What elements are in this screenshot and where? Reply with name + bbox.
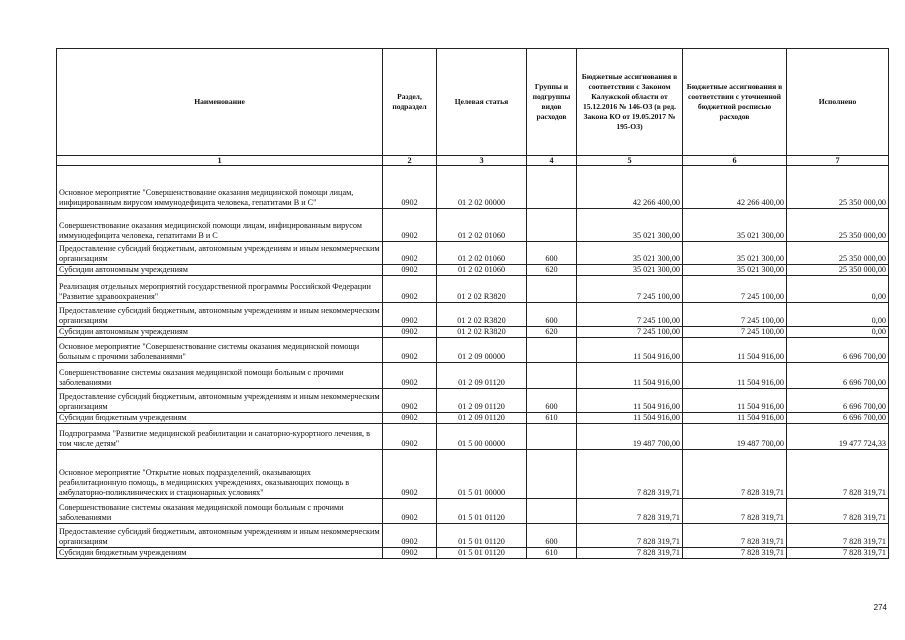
- row-revised-allocation: 35 021 300,00: [683, 209, 787, 242]
- row-executed: 6 696 700,00: [787, 389, 889, 413]
- row-executed: 7 828 319,71: [787, 548, 889, 559]
- row-executed: 25 350 000,00: [787, 209, 889, 242]
- header-executed: Исполнено: [787, 49, 889, 156]
- table-row: [57, 303, 889, 327]
- column-number: 3: [437, 156, 527, 166]
- row-target-article: 01 5 01 01120: [437, 524, 527, 548]
- header-target-article: Целевая статья: [437, 49, 527, 156]
- row-law-allocation: 11 504 916,00: [577, 338, 683, 363]
- row-executed: 0,00: [787, 327, 889, 338]
- column-number: 2: [383, 156, 437, 166]
- row-executed: 25 350 000,00: [787, 242, 889, 265]
- table-row: [57, 265, 889, 276]
- row-target-article: 01 2 09 01120: [437, 363, 527, 389]
- table-row: [57, 413, 889, 424]
- row-expense-group: 610: [527, 413, 577, 424]
- row-expense-group: 610: [527, 548, 577, 559]
- row-executed: 0,00: [787, 303, 889, 327]
- row-name: Предоставление субсидий бюджетным, автономным учреждениям и иным некоммерческим организациям: [57, 389, 383, 413]
- row-executed: 6 696 700,00: [787, 413, 889, 424]
- row-section: 0902: [383, 424, 437, 450]
- row-executed: 7 828 319,71: [787, 499, 889, 524]
- row-target-article: 01 5 01 01120: [437, 548, 527, 559]
- row-name: Основное мероприятие "Совершенствование оказания медицинской помощи лицам, инфицированным вирусом иммунодефицита человека, гепатитами В и С": [57, 166, 383, 209]
- row-section: 0902: [383, 413, 437, 424]
- row-target-article: 01 5 01 01120: [437, 499, 527, 524]
- table-row: [57, 389, 889, 413]
- row-target-article: 01 2 09 01120: [437, 389, 527, 413]
- row-revised-allocation: 11 504 916,00: [683, 413, 787, 424]
- row-revised-allocation: 35 021 300,00: [683, 265, 787, 276]
- row-revised-allocation: 7 245 100,00: [683, 276, 787, 303]
- table-row: [57, 548, 889, 559]
- row-executed: 0,00: [787, 276, 889, 303]
- header-section: Раздел, подраздел: [383, 49, 437, 156]
- table-row: [57, 424, 889, 450]
- row-target-article: 01 2 02 R3820: [437, 303, 527, 327]
- row-expense-group: 600: [527, 303, 577, 327]
- row-executed: 25 350 000,00: [787, 166, 889, 209]
- column-number: 4: [527, 156, 577, 166]
- row-name: Субсидии бюджетным учреждениям: [57, 548, 383, 559]
- row-revised-allocation: 7 828 319,71: [683, 450, 787, 499]
- row-law-allocation: 7 245 100,00: [577, 276, 683, 303]
- row-revised-allocation: 11 504 916,00: [683, 389, 787, 413]
- row-name: Совершенствование оказания медицинской помощи лицам, инфицированным вирусом иммунодефицита человека, гепатитами В и С: [57, 209, 383, 242]
- row-target-article: 01 5 01 00000: [437, 450, 527, 499]
- table-row: [57, 242, 889, 265]
- row-target-article: 01 2 09 00000: [437, 338, 527, 363]
- row-target-article: 01 2 02 01060: [437, 265, 527, 276]
- row-expense-group: [527, 363, 577, 389]
- page-number: 274: [873, 603, 887, 612]
- row-target-article: 01 2 09 01120: [437, 413, 527, 424]
- table-row: [57, 363, 889, 389]
- row-executed: 7 828 319,71: [787, 524, 889, 548]
- row-law-allocation: 42 266 400,00: [577, 166, 683, 209]
- row-law-allocation: 7 828 319,71: [577, 499, 683, 524]
- row-law-allocation: 7 828 319,71: [577, 548, 683, 559]
- row-law-allocation: 35 021 300,00: [577, 265, 683, 276]
- row-name: Основное мероприятие "Открытие новых подразделений, оказывающих реабилитационную помощь, в медицинских учреждениях, оказывающих помощь в амбулаторно-поликлинических и стационарных условиях": [57, 450, 383, 499]
- table-row: [57, 209, 889, 242]
- row-section: 0902: [383, 276, 437, 303]
- row-section: 0902: [383, 548, 437, 559]
- row-name: Предоставление субсидий бюджетным, автономным учреждениям и иным некоммерческим организациям: [57, 524, 383, 548]
- row-name: Предоставление субсидий бюджетным, автономным учреждениям и иным некоммерческим организациям: [57, 303, 383, 327]
- row-target-article: 01 2 02 01060: [437, 242, 527, 265]
- row-name: Совершенствование системы оказания медицинской помощи больным с прочими заболеваниями: [57, 499, 383, 524]
- row-section: 0902: [383, 338, 437, 363]
- column-number: 1: [57, 156, 383, 166]
- row-revised-allocation: 11 504 916,00: [683, 363, 787, 389]
- column-number: 7: [787, 156, 889, 166]
- row-section: 0902: [383, 242, 437, 265]
- row-law-allocation: 7 828 319,71: [577, 450, 683, 499]
- row-expense-group: 600: [527, 389, 577, 413]
- budget-table: [56, 48, 889, 559]
- row-target-article: 01 2 02 R3820: [437, 327, 527, 338]
- row-expense-group: 600: [527, 524, 577, 548]
- row-name: Основное мероприятие "Совершенствование системы оказания медицинской помощи больным с прочими заболеваниями": [57, 338, 383, 363]
- row-name: Субсидии автономным учреждениям: [57, 265, 383, 276]
- column-number: 6: [683, 156, 787, 166]
- table-row: [57, 327, 889, 338]
- row-section: 0902: [383, 327, 437, 338]
- row-executed: 6 696 700,00: [787, 338, 889, 363]
- row-expense-group: 600: [527, 242, 577, 265]
- row-target-article: 01 5 00 00000: [437, 424, 527, 450]
- row-revised-allocation: 7 828 319,71: [683, 548, 787, 559]
- row-name: Подпрограмма "Развитие медицинской реабилитации и санаторно-курортного лечения, в том числе детям": [57, 424, 383, 450]
- row-expense-group: [527, 209, 577, 242]
- row-expense-group: [527, 424, 577, 450]
- row-law-allocation: 35 021 300,00: [577, 209, 683, 242]
- row-section: 0902: [383, 166, 437, 209]
- row-revised-allocation: 7 828 319,71: [683, 499, 787, 524]
- row-expense-group: [527, 166, 577, 209]
- row-revised-allocation: 42 266 400,00: [683, 166, 787, 209]
- row-section: 0902: [383, 450, 437, 499]
- row-revised-allocation: 7 245 100,00: [683, 327, 787, 338]
- row-section: 0902: [383, 265, 437, 276]
- row-revised-allocation: 7 245 100,00: [683, 303, 787, 327]
- row-executed: 19 477 724,33: [787, 424, 889, 450]
- table-row: [57, 276, 889, 303]
- row-expense-group: 620: [527, 265, 577, 276]
- table-row: [57, 524, 889, 548]
- row-section: 0902: [383, 363, 437, 389]
- row-name: Совершенствование системы оказания медицинской помощи больным с прочими заболеваниями: [57, 363, 383, 389]
- header-revised-allocation: Бюджетные ассигнования в соответствии с уточненной бюджетной росписью расходов: [683, 49, 787, 156]
- row-target-article: 01 2 02 00000: [437, 166, 527, 209]
- row-section: 0902: [383, 389, 437, 413]
- row-target-article: 01 2 02 01060: [437, 209, 527, 242]
- row-name: Субсидии автономным учреждениям: [57, 327, 383, 338]
- row-law-allocation: 11 504 916,00: [577, 389, 683, 413]
- row-name: Реализация отдельных мероприятий государственной программы Российской Федерации "Развитие здравоохранения": [57, 276, 383, 303]
- row-section: 0902: [383, 303, 437, 327]
- row-name: Субсидии бюджетным учреждениям: [57, 413, 383, 424]
- header-name: Наименование: [57, 49, 383, 156]
- row-law-allocation: 11 504 916,00: [577, 413, 683, 424]
- header-law-allocation: Бюджетные ассигнования в соответствии с Законом Калужской области от 15.12.2016 № 146-ОЗ (в ред. Закона КО от 19.05.2017 № 195-ОЗ): [577, 49, 683, 156]
- row-expense-group: [527, 499, 577, 524]
- row-law-allocation: 19 487 700,00: [577, 424, 683, 450]
- table-row: [57, 166, 889, 209]
- row-law-allocation: 7 245 100,00: [577, 327, 683, 338]
- row-law-allocation: 7 245 100,00: [577, 303, 683, 327]
- row-expense-group: [527, 276, 577, 303]
- row-revised-allocation: 11 504 916,00: [683, 338, 787, 363]
- table-row: [57, 338, 889, 363]
- row-expense-group: [527, 450, 577, 499]
- column-number: 5: [577, 156, 683, 166]
- row-section: 0902: [383, 524, 437, 548]
- row-expense-group: 620: [527, 327, 577, 338]
- row-revised-allocation: 7 828 319,71: [683, 524, 787, 548]
- row-section: 0902: [383, 499, 437, 524]
- row-law-allocation: 11 504 916,00: [577, 363, 683, 389]
- table-row: [57, 450, 889, 499]
- row-executed: 7 828 319,71: [787, 450, 889, 499]
- row-name: Предоставление субсидий бюджетным, автономным учреждениям и иным некоммерческим организациям: [57, 242, 383, 265]
- row-section: 0902: [383, 209, 437, 242]
- row-law-allocation: 7 828 319,71: [577, 524, 683, 548]
- table-row: [57, 499, 889, 524]
- row-executed: 6 696 700,00: [787, 363, 889, 389]
- header-expense-group: Группы и подгруппы видов расходов: [527, 49, 577, 156]
- header-row: [57, 49, 889, 156]
- row-expense-group: [527, 338, 577, 363]
- row-revised-allocation: 19 487 700,00: [683, 424, 787, 450]
- row-revised-allocation: 35 021 300,00: [683, 242, 787, 265]
- row-target-article: 01 2 02 R3820: [437, 276, 527, 303]
- column-number-row: [57, 156, 889, 166]
- row-law-allocation: 35 021 300,00: [577, 242, 683, 265]
- row-executed: 25 350 000,00: [787, 265, 889, 276]
